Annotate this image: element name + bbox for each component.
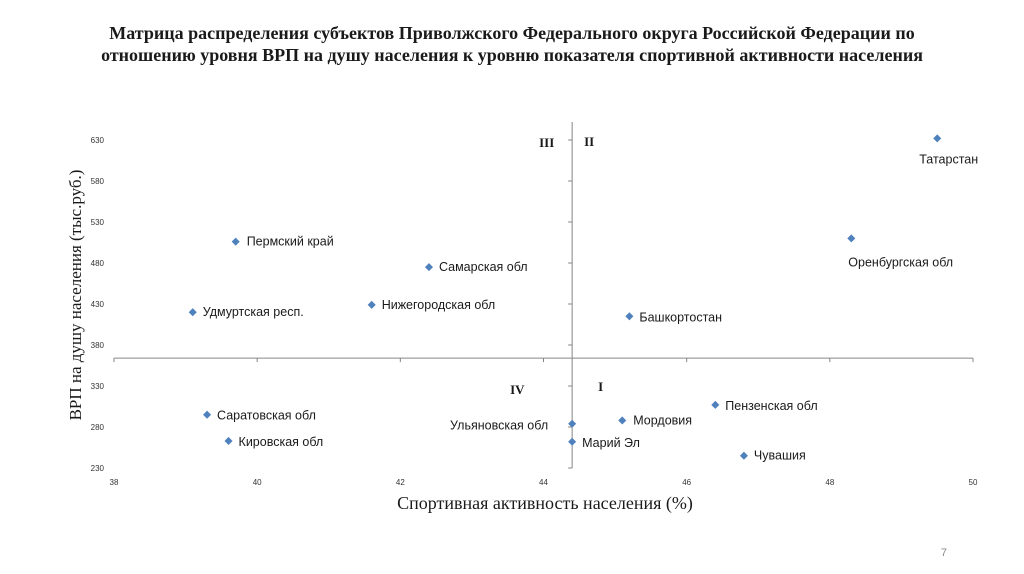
data-point-marker [569, 420, 576, 427]
data-point-label: Чувашия [753, 448, 806, 463]
data-point-marker [848, 235, 855, 242]
y-tick-label: 530 [90, 218, 104, 227]
x-tick-label: 48 [825, 478, 835, 487]
data-point-label: Пензенская обл [725, 398, 818, 413]
y-tick-label: 630 [90, 136, 104, 145]
data-point-marker [569, 438, 576, 445]
y-tick-label: 230 [90, 464, 104, 473]
data-point-label: Самарская обл [438, 260, 528, 275]
data-point-label: Саратовская обл [217, 408, 316, 423]
data-point-label: Мордовия [633, 413, 693, 428]
y-tick-label: 580 [90, 177, 104, 186]
page-number: 7 [940, 547, 947, 559]
data-point-marker [934, 135, 941, 142]
data-point-label: Башкортостан [639, 310, 723, 325]
data-point-label: Татарстан [919, 152, 979, 167]
data-point-marker [189, 309, 196, 316]
data-point-label: Пермский край [246, 234, 334, 249]
data-point-marker [225, 437, 232, 444]
x-tick-label: 42 [395, 478, 405, 487]
quadrant-label: IV [510, 382, 525, 397]
y-tick-label: 280 [90, 423, 104, 432]
data-point-label: Оренбургская обл [848, 255, 954, 270]
data-point-marker [368, 301, 375, 308]
data-point-label: Удмуртская респ. [202, 305, 304, 320]
data-point-marker [203, 411, 210, 418]
quadrant-label: III [539, 135, 555, 150]
data-point-label: Кировская обл [238, 434, 324, 449]
data-point-label: Марий Эл [582, 435, 640, 450]
x-tick-label: 40 [252, 478, 262, 487]
chart-title-line-1: Матрица распределения субъектов Приволжского Федерального округа Российской Федерации по [109, 23, 915, 43]
data-point-marker [232, 238, 239, 245]
data-point-label: Нижегородская обл [381, 297, 496, 312]
data-point-marker [425, 264, 432, 271]
y-tick-label: 330 [90, 382, 104, 391]
data-point-marker [626, 313, 633, 320]
data-point-label: Ульяновская обл [450, 418, 549, 433]
quadrant-label: II [584, 134, 595, 149]
data-point-marker [740, 452, 747, 459]
quadrant-label: I [598, 379, 604, 394]
data-point-marker [712, 401, 719, 408]
y-axis-label: ВРП на душу населения (тыс.руб.) [66, 169, 85, 421]
y-tick-label: 430 [90, 300, 104, 309]
x-axis-label: Спортивная активность населения (%) [397, 493, 693, 513]
data-point-marker [619, 417, 626, 424]
x-tick-label: 44 [539, 478, 548, 487]
y-tick-label: 480 [90, 259, 104, 268]
chart-title-line-2: отношению уровня ВРП на душу населения к уровню показателя спортивной активности населения [101, 45, 923, 65]
y-tick-label: 380 [90, 341, 104, 350]
x-tick-label: 46 [682, 478, 692, 487]
x-tick-label: 50 [968, 478, 978, 487]
x-tick-label: 38 [109, 478, 119, 487]
